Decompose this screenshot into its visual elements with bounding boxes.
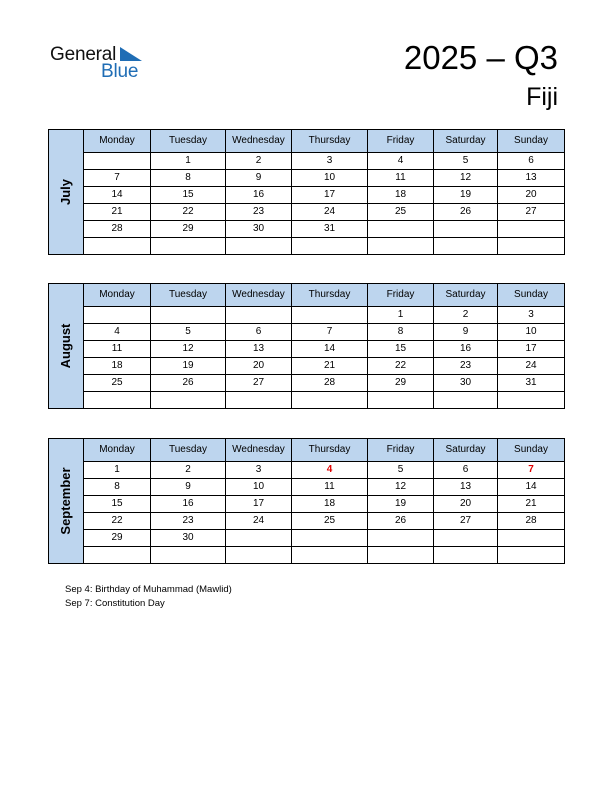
day-cell: 23 xyxy=(151,513,226,530)
day-cell: 4 xyxy=(84,324,151,341)
day-cell: 6 xyxy=(434,462,498,479)
page-title: 2025 – Q3 xyxy=(403,39,558,76)
day-cell: 15 xyxy=(84,496,151,513)
day-cell: 8 xyxy=(151,170,226,187)
day-cell: 16 xyxy=(151,496,226,513)
day-cell: 21 xyxy=(498,496,565,513)
day-cell xyxy=(498,547,565,564)
weekday-header: Wednesday xyxy=(226,284,292,307)
week-row xyxy=(49,496,565,513)
day-cell: 18 xyxy=(84,358,151,375)
day-cell: 18 xyxy=(368,187,434,204)
day-cell: 11 xyxy=(368,170,434,187)
day-cell: 25 xyxy=(292,513,368,530)
day-cell: 26 xyxy=(368,513,434,530)
holiday-note: Sep 7: Constitution Day xyxy=(65,598,165,609)
month-label-cell xyxy=(49,439,84,564)
week-row xyxy=(49,462,565,479)
day-cell xyxy=(151,547,226,564)
weekday-header: Friday xyxy=(368,130,434,153)
day-cell: 25 xyxy=(368,204,434,221)
day-cell: 29 xyxy=(368,375,434,392)
day-cell: 2 xyxy=(226,153,292,170)
day-cell: 20 xyxy=(434,496,498,513)
day-cell: 13 xyxy=(226,341,292,358)
week-row xyxy=(49,547,565,564)
day-cell: 26 xyxy=(151,375,226,392)
day-cell: 17 xyxy=(292,187,368,204)
day-cell: 16 xyxy=(226,187,292,204)
day-cell xyxy=(434,530,498,547)
day-cell: 28 xyxy=(498,513,565,530)
day-cell: 9 xyxy=(151,479,226,496)
day-cell: 2 xyxy=(151,462,226,479)
day-cell xyxy=(151,392,226,409)
month-name: September xyxy=(58,467,73,535)
weekday-header: Saturday xyxy=(434,284,498,307)
day-cell: 30 xyxy=(434,375,498,392)
day-cell xyxy=(226,547,292,564)
week-row xyxy=(49,479,565,496)
day-cell: 5 xyxy=(151,324,226,341)
week-row xyxy=(49,341,565,358)
day-cell: 19 xyxy=(368,496,434,513)
day-cell: 7 xyxy=(292,324,368,341)
day-cell: 11 xyxy=(292,479,368,496)
week-row xyxy=(49,170,565,187)
day-cell: 31 xyxy=(292,221,368,238)
day-cell xyxy=(498,238,565,255)
day-cell: 30 xyxy=(226,221,292,238)
day-cell: 27 xyxy=(434,513,498,530)
day-cell xyxy=(368,392,434,409)
day-cell: 8 xyxy=(368,324,434,341)
month-calendar xyxy=(48,129,564,255)
day-cell xyxy=(498,392,565,409)
weekday-header: Monday xyxy=(84,284,151,307)
calendar-table xyxy=(48,129,565,255)
day-cell: 15 xyxy=(151,187,226,204)
week-row xyxy=(49,238,565,255)
day-cell: 12 xyxy=(368,479,434,496)
week-row xyxy=(49,187,565,204)
day-cell xyxy=(498,530,565,547)
calendar-table xyxy=(48,438,565,564)
month-label-cell xyxy=(49,130,84,255)
day-cell: 3 xyxy=(292,153,368,170)
day-cell: 14 xyxy=(292,341,368,358)
day-cell xyxy=(84,153,151,170)
day-cell: 24 xyxy=(292,204,368,221)
weekday-header: Tuesday xyxy=(151,439,226,462)
day-cell: 30 xyxy=(151,530,226,547)
day-cell: 20 xyxy=(226,358,292,375)
day-cell: 13 xyxy=(434,479,498,496)
day-cell: 12 xyxy=(434,170,498,187)
day-cell: 6 xyxy=(226,324,292,341)
day-cell: 1 xyxy=(368,307,434,324)
day-cell: 6 xyxy=(498,153,565,170)
day-cell: 3 xyxy=(498,307,565,324)
weekday-header: Thursday xyxy=(292,284,368,307)
day-cell: 4 xyxy=(292,462,368,479)
week-row xyxy=(49,358,565,375)
month-name: August xyxy=(58,323,73,369)
day-cell xyxy=(434,238,498,255)
day-cell xyxy=(434,392,498,409)
weekday-header: Friday xyxy=(368,284,434,307)
day-cell: 24 xyxy=(498,358,565,375)
day-cell: 27 xyxy=(226,375,292,392)
weekday-header: Wednesday xyxy=(226,130,292,153)
day-cell: 7 xyxy=(84,170,151,187)
day-cell: 18 xyxy=(292,496,368,513)
day-cell: 17 xyxy=(226,496,292,513)
day-cell: 7 xyxy=(498,462,565,479)
day-cell: 1 xyxy=(151,153,226,170)
day-cell: 31 xyxy=(498,375,565,392)
day-cell: 21 xyxy=(292,358,368,375)
holiday-note: Sep 4: Birthday of Muhammad (Mawlid) xyxy=(65,584,232,595)
brand-blue: Blue xyxy=(101,61,139,82)
day-cell xyxy=(151,307,226,324)
day-cell xyxy=(292,547,368,564)
day-cell xyxy=(226,307,292,324)
day-cell: 9 xyxy=(226,170,292,187)
weekday-header: Wednesday xyxy=(226,439,292,462)
day-cell: 28 xyxy=(292,375,368,392)
day-cell: 14 xyxy=(84,187,151,204)
day-cell: 4 xyxy=(368,153,434,170)
weekday-header: Monday xyxy=(84,439,151,462)
weekday-header: Thursday xyxy=(292,439,368,462)
weekday-header: Saturday xyxy=(434,130,498,153)
day-cell: 22 xyxy=(368,358,434,375)
day-cell: 23 xyxy=(434,358,498,375)
day-cell: 13 xyxy=(498,170,565,187)
day-cell xyxy=(292,307,368,324)
day-cell: 29 xyxy=(84,530,151,547)
day-cell xyxy=(292,530,368,547)
week-row xyxy=(49,375,565,392)
day-cell: 26 xyxy=(434,204,498,221)
day-cell: 22 xyxy=(84,513,151,530)
week-row xyxy=(49,530,565,547)
month-calendar xyxy=(48,438,564,564)
month-calendar xyxy=(48,283,564,409)
holiday-notes xyxy=(65,583,232,611)
day-cell: 28 xyxy=(84,221,151,238)
weekday-header: Tuesday xyxy=(151,284,226,307)
day-cell xyxy=(434,221,498,238)
calendar-table xyxy=(48,283,565,409)
month-name: July xyxy=(58,178,73,206)
day-cell: 27 xyxy=(498,204,565,221)
day-cell xyxy=(292,238,368,255)
day-cell xyxy=(368,530,434,547)
day-cell: 25 xyxy=(84,375,151,392)
country-name: Fiji xyxy=(526,83,558,111)
day-cell xyxy=(84,238,151,255)
week-row xyxy=(49,221,565,238)
day-cell xyxy=(226,392,292,409)
day-cell xyxy=(292,392,368,409)
weekday-header: Sunday xyxy=(498,439,565,462)
day-cell: 2 xyxy=(434,307,498,324)
day-cell xyxy=(226,530,292,547)
day-cell xyxy=(368,221,434,238)
day-cell: 17 xyxy=(498,341,565,358)
day-cell: 5 xyxy=(368,462,434,479)
day-cell: 19 xyxy=(151,358,226,375)
week-row xyxy=(49,513,565,530)
day-cell: 10 xyxy=(292,170,368,187)
day-cell: 10 xyxy=(226,479,292,496)
day-cell: 3 xyxy=(226,462,292,479)
day-cell xyxy=(368,547,434,564)
day-cell: 20 xyxy=(498,187,565,204)
day-cell: 29 xyxy=(151,221,226,238)
day-cell xyxy=(84,392,151,409)
day-cell xyxy=(84,547,151,564)
week-row xyxy=(49,307,565,324)
day-cell xyxy=(368,238,434,255)
weekday-header: Sunday xyxy=(498,130,565,153)
weekday-header: Sunday xyxy=(498,284,565,307)
day-cell: 14 xyxy=(498,479,565,496)
day-cell xyxy=(226,238,292,255)
day-cell xyxy=(434,547,498,564)
day-cell: 16 xyxy=(434,341,498,358)
day-cell xyxy=(498,221,565,238)
day-cell: 9 xyxy=(434,324,498,341)
day-cell: 1 xyxy=(84,462,151,479)
day-cell: 15 xyxy=(368,341,434,358)
week-row xyxy=(49,204,565,221)
week-row xyxy=(49,324,565,341)
brand-logo xyxy=(50,44,160,84)
weekday-header: Friday xyxy=(368,439,434,462)
week-row xyxy=(49,392,565,409)
day-cell: 21 xyxy=(84,204,151,221)
day-cell: 10 xyxy=(498,324,565,341)
day-cell: 24 xyxy=(226,513,292,530)
day-cell: 8 xyxy=(84,479,151,496)
weekday-header: Tuesday xyxy=(151,130,226,153)
weekday-header: Saturday xyxy=(434,439,498,462)
day-cell: 11 xyxy=(84,341,151,358)
weekday-header: Thursday xyxy=(292,130,368,153)
day-cell: 23 xyxy=(226,204,292,221)
week-row xyxy=(49,153,565,170)
day-cell: 5 xyxy=(434,153,498,170)
day-cell xyxy=(84,307,151,324)
day-cell: 22 xyxy=(151,204,226,221)
day-cell xyxy=(151,238,226,255)
day-cell: 19 xyxy=(434,187,498,204)
day-cell: 12 xyxy=(151,341,226,358)
brand-general: General xyxy=(50,44,117,65)
month-label-cell xyxy=(49,284,84,409)
weekday-header: Monday xyxy=(84,130,151,153)
